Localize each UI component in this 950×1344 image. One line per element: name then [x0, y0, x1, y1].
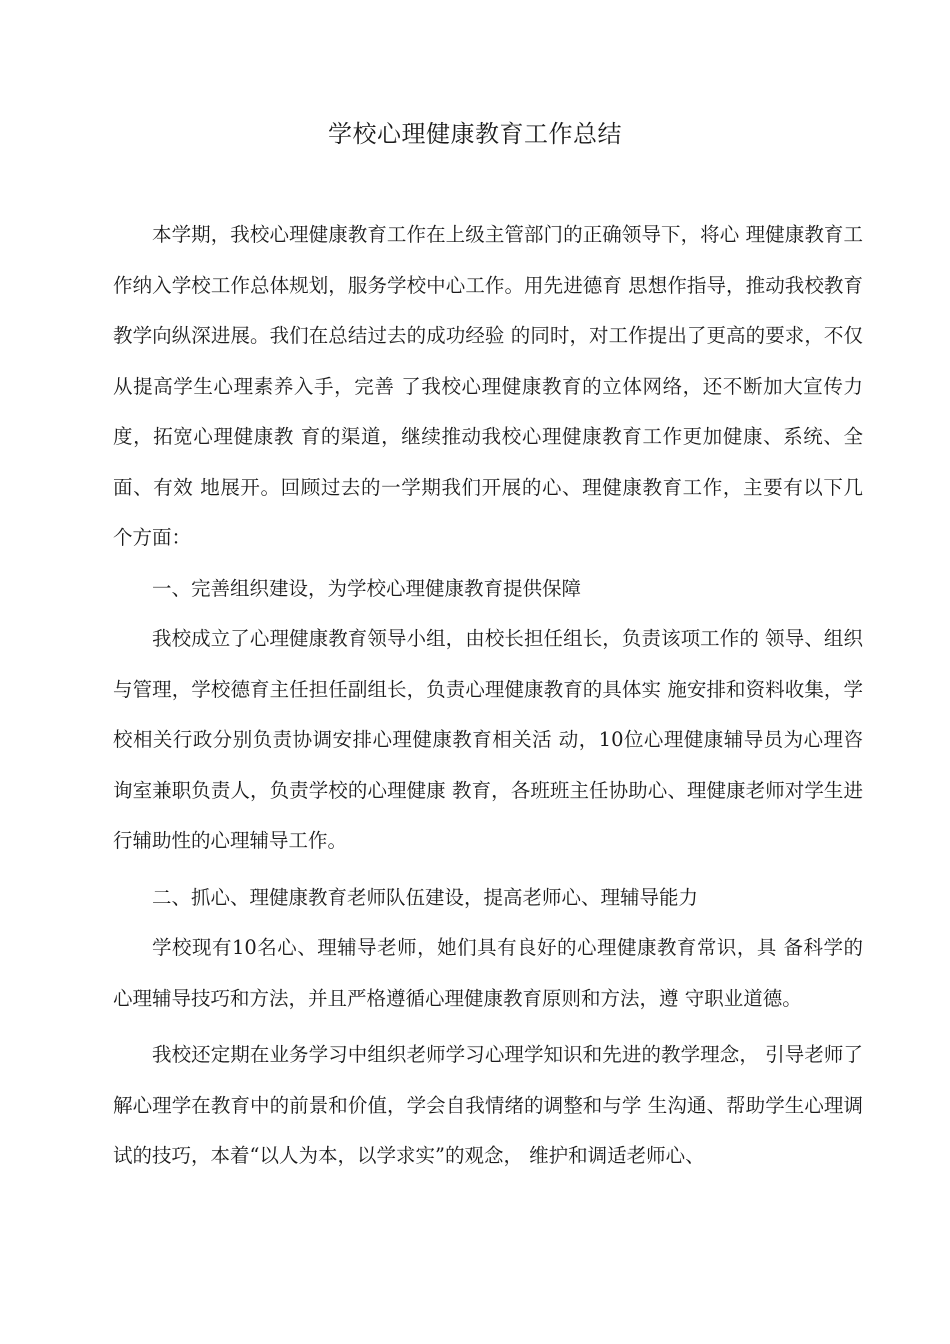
- paragraph-organization: 我校成立了心理健康教育领导小组，由校长担任组长，负责该项工作的 领导、组织与管理，学校德育主任担任副组长，负责心理健康教育的具体实 施安排和资料收集，学校相关行政分别负责协调安排心理健康教育相关活 动，10位心理健康辅导员为心理咨询室兼职负责人，负责学校的心理健康 教育，各班班主任协助心、理健康老师对学生进行辅助性的心理辅导工作。: [113, 627, 863, 852]
- paragraph-teachers: 学校现有10名心、理辅导老师，她们具有良好的心理健康教育常识，具 备科学的心理辅导技巧和方法，并且严格遵循心理健康教育原则和方法，遵 守职业道德。: [113, 936, 863, 1010]
- document-title: 学校心理健康教育工作总结: [328, 120, 622, 148]
- paragraph-training: 我校还定期在业务学习中组织老师学习心理学知识和先进的教学理念， 引导老师了解心理学在教育中的前景和价值，学会自我情绪的调整和与学 生沟通、帮助学生心理调试的技巧，本着“以人为本，以学求实”的观念， 维护和调适老师心、: [113, 1043, 863, 1167]
- section-heading-2: 二、抓心、理健康教育老师队伍建设，提高老师心、理辅导能力: [152, 885, 699, 909]
- paragraph-intro: 本学期，我校心理健康教育工作在上级主管部门的正确领导下，将心 理健康教育工作纳入学校工作总体规划，服务学校中心工作。用先进德育 思想作指导，推动我校教育教学向纵深进展。我们在总结过去的成功经验 的同时，对工作提出了更高的要求，不仅从提高学生心理素养入手，完善 了我校心理健康教育的立体网络，还不断加大宣传力度，拓宽心理健康教 育的渠道，继续推动我校心理健康教育工作更加健康、系统、全面、有效 地展开。回顾过去的一学期我们开展的心、理健康教育工作，主要有以下几 个方面：: [113, 223, 863, 549]
- document-body: [113, 210, 863, 1182]
- section-heading-1: 一、完善组织建设，为学校心理健康教育提供保障: [152, 576, 582, 600]
